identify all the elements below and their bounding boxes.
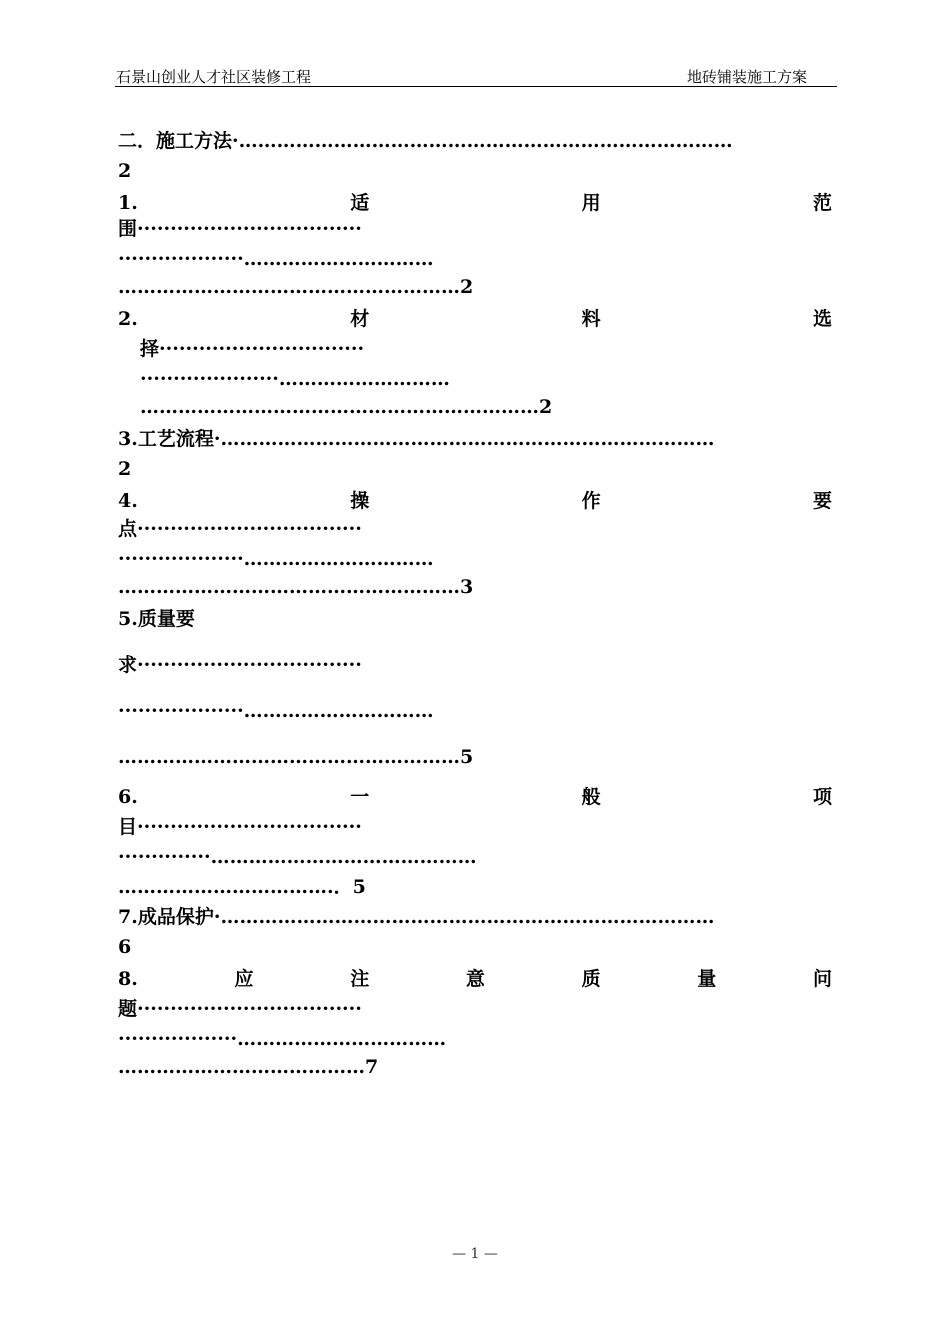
toc-leader-line: 题·································· [118, 998, 362, 1020]
toc-leader-line: 围·································· [118, 218, 362, 240]
toc-line-7[interactable]: 7.成品保护·…………………………………………………………………… [118, 906, 715, 928]
toc-leader-line: ··············…………………………………… [118, 846, 477, 868]
toc-line-2-heading[interactable] [118, 304, 832, 334]
toc-heading-char: 6. [118, 786, 138, 808]
toc-heading-char: 作 [581, 490, 601, 512]
toc-heading-char: 1. [118, 192, 138, 214]
toc-heading-char: 项 [812, 786, 832, 808]
toc-heading-char: 操 [350, 490, 370, 512]
toc-leader-line: ·····················……………………… [140, 368, 450, 390]
toc-heading-char: 选 [812, 308, 832, 330]
page-number-footer: — 1 — [452, 1246, 498, 1262]
toc-heading-char: 材 [350, 308, 370, 330]
toc-line-5-heading[interactable]: 5.质量要 [118, 608, 195, 630]
toc-heading-char: 量 [697, 968, 717, 990]
toc-heading-char: 要 [812, 490, 832, 512]
toc-leader-line: ………………………………………………………2 [140, 396, 553, 418]
toc-line-3[interactable]: 3.工艺流程·…………………………………………………………………… [118, 428, 715, 450]
toc-leader-line: ···················………………………… [118, 248, 434, 270]
toc-leader-line: ···················………………………… [118, 548, 434, 570]
toc-leader-line: ………………………………………………2 [118, 276, 474, 298]
toc-leader-line: …………………………….．5 [118, 876, 366, 898]
toc-line-8-heading[interactable] [118, 964, 832, 994]
toc-heading-char: 应 [234, 968, 254, 990]
toc-heading-char: 问 [812, 968, 832, 990]
toc-heading-char: 意 [465, 968, 485, 990]
page-header [115, 66, 837, 87]
toc-heading-char: 用 [581, 192, 601, 214]
toc-leader-line: 目·································· [118, 816, 362, 838]
toc-leader-line: 点·································· [118, 518, 362, 540]
toc-heading-char: 8. [118, 968, 138, 990]
table-of-contents [118, 124, 832, 1088]
toc-heading-char: 质 [581, 968, 601, 990]
toc-leader-line: ··················…………………………… [118, 1028, 447, 1050]
toc-leader-line: ···················………………………… [118, 700, 434, 722]
toc-heading-char: 般 [581, 786, 601, 808]
toc-heading-char: 2. [118, 308, 138, 330]
toc-leader-line: …………………………………7 [118, 1056, 379, 1078]
toc-line-6-heading[interactable] [118, 782, 832, 812]
toc-leader-line: 求·································· [118, 654, 362, 676]
toc-heading-char: 注 [350, 968, 370, 990]
toc-heading-char: 适 [350, 192, 370, 214]
toc-heading-char: 一 [350, 786, 370, 808]
toc-heading-char: 4. [118, 490, 138, 512]
header-project-name: 石景山创业人才社区装修工程 [116, 68, 312, 86]
toc-heading-char: 料 [581, 308, 601, 330]
toc-leader-line: ………………………………………………5 [118, 746, 474, 768]
toc-heading-char: 范 [812, 192, 832, 214]
header-document-title: 地砖铺装施工方案 [686, 68, 807, 86]
toc-line-4-heading[interactable] [118, 486, 832, 516]
toc-line-section-2[interactable]: 二．施工方法·…………………………………………………………………… [118, 130, 733, 152]
toc-page-number: 2 [118, 160, 132, 182]
toc-leader-line: 择······························· [140, 338, 365, 360]
toc-page-number: 6 [118, 936, 132, 958]
toc-page-number: 2 [118, 458, 132, 480]
toc-leader-line: ………………………………………………3 [118, 576, 474, 598]
